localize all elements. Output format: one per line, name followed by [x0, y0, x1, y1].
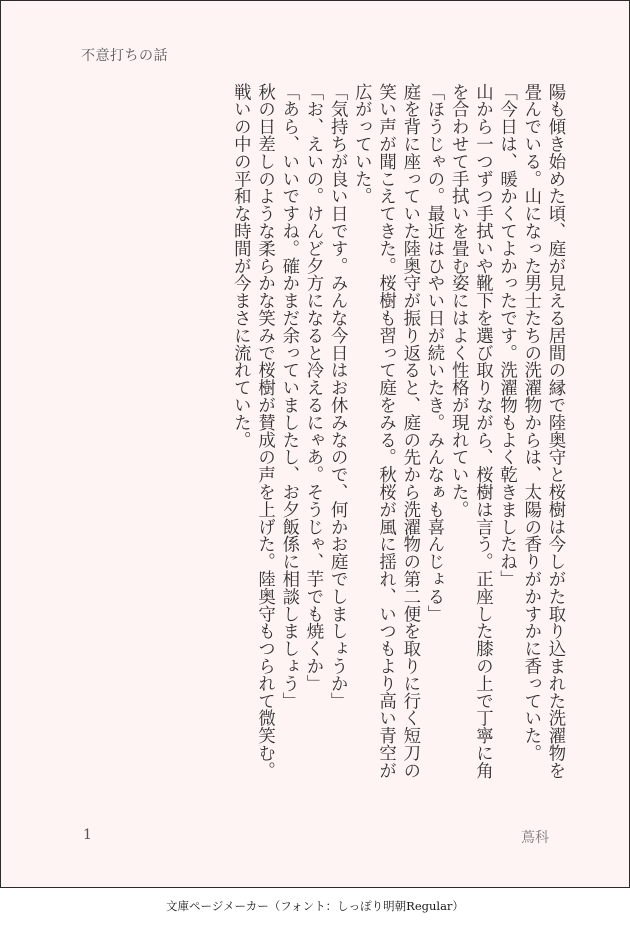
body-paragraph: 「あら、いいですね。確かまだ余っていましたし、お夕飯係に相談しましょう」	[278, 83, 299, 710]
author-name: 蔦科	[521, 830, 549, 846]
generator-credit: 文庫ページメーカー（フォント：しっぽり明朝Regular）	[166, 899, 464, 913]
body-paragraph: 山から一つずつ手拭いや靴下を選び取りながら、桜樹は言う。正座した膝の上で丁寧に角を合わせて手拭いを畳む姿にはよく性格が現れていた。	[448, 83, 493, 779]
body-paragraph: 陽も傾き始めた頃、庭が見える居間の縁で陸奥守と桜樹は今しがた取り込まれた洗濯物を畳んでいる。山になった男士たちの洗濯物からは、太陽の香りがかすかに香っていた。	[520, 83, 565, 779]
body-paragraph: 「今日は、暖かくてよかったです。洗濯物もよく乾きましたね」	[496, 83, 517, 588]
body-paragraph: 「お、えいの。けんど夕方になると冷えるにゃあ。そうじゃ、芋でも焼くか」	[302, 83, 323, 692]
page-header-title: 不意打ちの話	[81, 48, 168, 64]
body-paragraph: 庭を背に座っていた陸奥守が振り返ると、庭の先から洗濯物の第二便を取りに行く短刀の笑い声が聞こえてきた。桜樹も習って庭をみる。秋桜が風に揺れ、いつもより高い青空が広がっていた。	[351, 83, 420, 779]
page-number: 1	[83, 827, 92, 843]
body-paragraph: 「気持ちが良い日です。みんな今日はお休みなので、何かお庭でしましょうか」	[327, 83, 348, 710]
vertical-body-text	[72, 83, 567, 785]
body-paragraph: 秋の日差しのような柔らかな笑みで桜樹が賛成の声を上げた。陸奥守もつられて微笑む。戦いの中の平和な時間が今まさに流れていた。	[230, 83, 275, 779]
body-paragraph: 「ほうじゃの。最近はひやい日が続いたき。みんなぁも喜んじょる」	[423, 83, 444, 623]
